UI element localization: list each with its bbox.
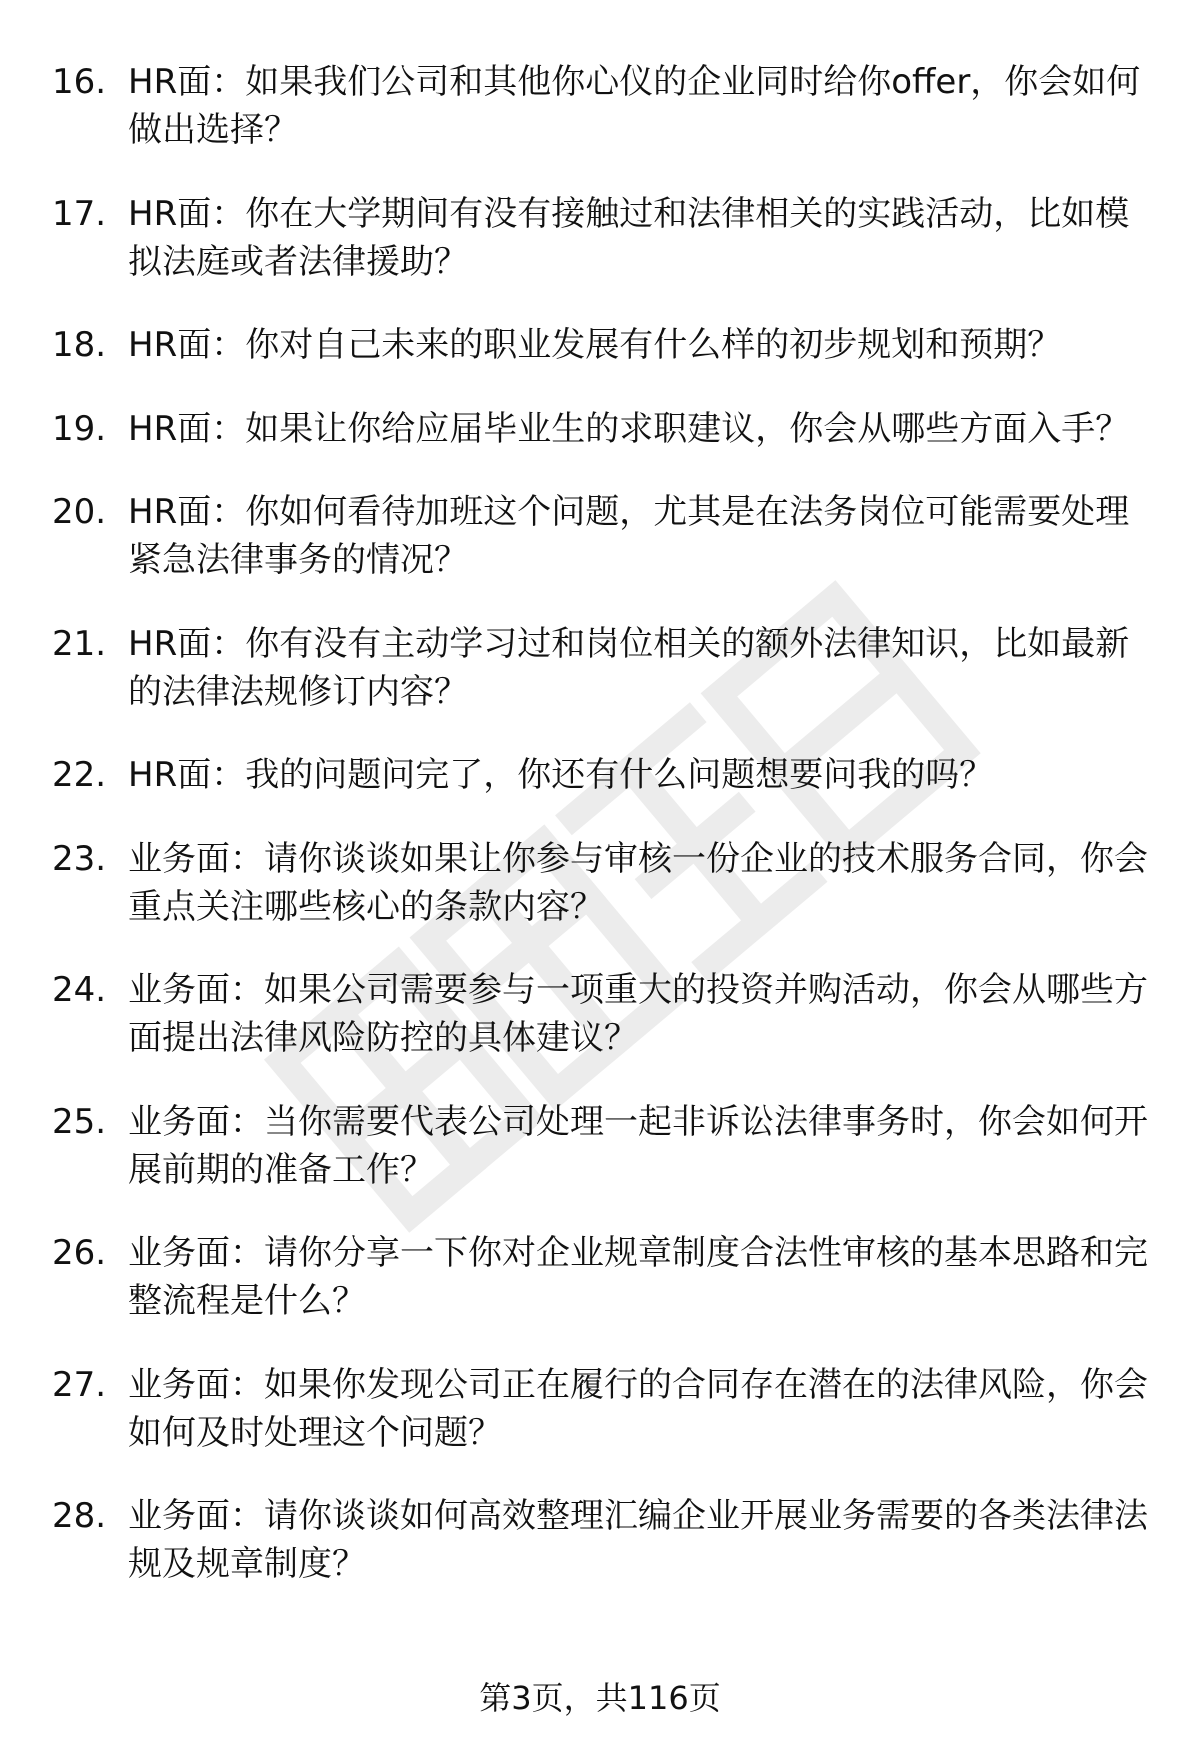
question-number: 25. <box>52 1101 107 1142</box>
question-text: HR面：你在大学期间有没有接触过和法律相关的实践活动，比如模拟法庭或者法律援助？ <box>128 193 1130 282</box>
list-item <box>0 966 1200 1062</box>
list-item <box>0 1361 1200 1457</box>
question-number: 23. <box>52 838 107 879</box>
question-text: HR面：我的问题问完了，你还有什么问题想要问我的吗？ <box>128 755 994 795</box>
list-item <box>0 488 1200 584</box>
question-text: 业务面：请你谈谈如何高效整理汇编企业开展业务需要的各类法律法规及规章制度？ <box>128 1496 1148 1584</box>
list-item <box>0 620 1200 716</box>
list-item <box>0 58 1200 154</box>
list-item <box>0 321 1200 369</box>
question-number: 16. <box>52 62 107 102</box>
list-item <box>0 835 1200 931</box>
question-number: 26. <box>52 1233 107 1273</box>
question-text: HR面：你对自己未来的职业发展有什么样的初步规划和预期？ <box>128 325 1062 365</box>
question-number: 27. <box>52 1364 107 1405</box>
question-text: HR面：你有没有主动学习过和岗位相关的额外法律知识，比如最新的法律法规修订内容？ <box>128 623 1130 712</box>
question-number: 18. <box>52 325 107 365</box>
question-number: 28. <box>52 1496 107 1536</box>
list-item <box>0 751 1200 799</box>
list-item <box>0 1098 1200 1194</box>
question-list <box>0 58 1200 1624</box>
question-text: 业务面：请你分享一下你对企业规章制度合法性审核的基本思路和完整流程是什么？ <box>128 1233 1148 1321</box>
question-number: 24. <box>52 970 107 1010</box>
question-number: 20. <box>52 492 107 532</box>
question-text: HR面：如果让你给应届毕业生的求职建议，你会从哪些方面入手？ <box>128 408 1130 449</box>
question-text: 业务面：当你需要代表公司处理一起非诉讼法律事务时，你会如何开展前期的准备工作？ <box>128 1101 1148 1190</box>
question-text: 业务面：请你谈谈如果让你参与审核一份企业的技术服务合同，你会重点关注哪些核心的条款内容？ <box>128 838 1148 927</box>
list-item <box>0 190 1200 286</box>
list-item <box>0 405 1200 453</box>
question-number: 22. <box>52 755 107 795</box>
question-text: 业务面：如果你发现公司正在履行的合同存在潜在的法律风险，你会如何及时处理这个问题？ <box>128 1364 1148 1453</box>
question-text: HR面：你如何看待加班这个问题，尤其是在法务岗位可能需要处理紧急法律事务的情况？ <box>128 492 1130 580</box>
list-item <box>0 1492 1200 1588</box>
question-text: 业务面：如果公司需要参与一项重大的投资并购活动，你会从哪些方面提出法律风险防控的具体建议？ <box>128 970 1148 1058</box>
list-item <box>0 1229 1200 1325</box>
question-text: HR面：如果我们公司和其他你心仪的企业同时给你offer，你会如何做出选择？ <box>128 62 1141 150</box>
question-number: 21. <box>52 623 107 664</box>
question-number: 17. <box>52 193 107 234</box>
question-number: 19. <box>52 408 107 449</box>
page-number-footer: 第3页，共116页 <box>479 1679 721 1717</box>
